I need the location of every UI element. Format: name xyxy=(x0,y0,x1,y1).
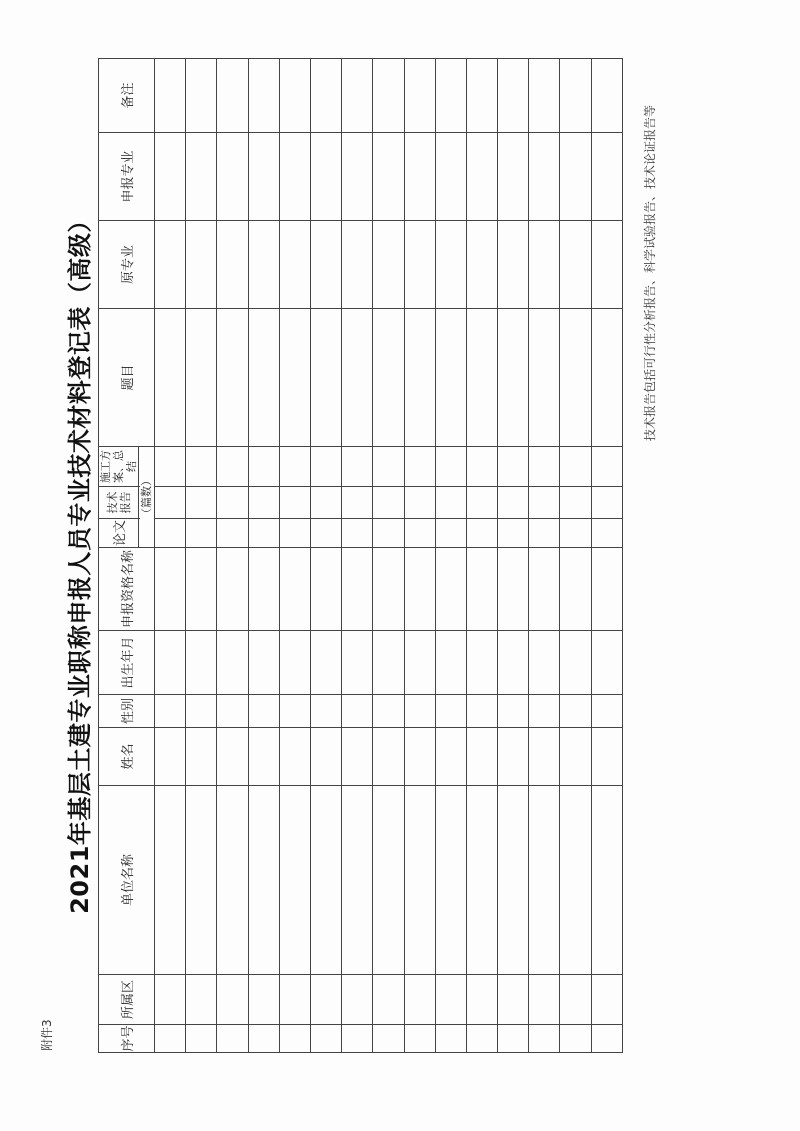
header-tech-report: 技术报告 xyxy=(99,487,139,519)
table-cell[interactable] xyxy=(560,975,591,1025)
table-cell[interactable] xyxy=(342,519,373,548)
table-row xyxy=(591,59,622,1053)
table-cell[interactable] xyxy=(155,1025,186,1053)
table-cell[interactable] xyxy=(435,695,466,728)
table-cell[interactable] xyxy=(466,548,497,631)
table-cell[interactable] xyxy=(435,728,466,786)
table-cell[interactable] xyxy=(498,728,529,786)
table-cell[interactable] xyxy=(248,221,279,309)
table-cell[interactable] xyxy=(591,1025,622,1053)
table-cell[interactable] xyxy=(155,133,186,221)
header-birth: 出生年月 xyxy=(99,631,155,695)
table-cell[interactable] xyxy=(466,133,497,221)
table-cell[interactable] xyxy=(435,975,466,1025)
table-cell[interactable] xyxy=(560,519,591,548)
table-cell[interactable] xyxy=(373,221,404,309)
table-cell[interactable] xyxy=(435,59,466,133)
table-cell[interactable] xyxy=(217,728,248,786)
table-cell[interactable] xyxy=(279,548,310,631)
table-cell[interactable] xyxy=(404,695,435,728)
table-row xyxy=(310,59,341,1053)
table-cell[interactable] xyxy=(217,631,248,695)
table-cell[interactable] xyxy=(373,728,404,786)
table-cell[interactable] xyxy=(310,975,341,1025)
table-cell[interactable] xyxy=(498,221,529,309)
table-cell[interactable] xyxy=(248,447,279,487)
table-cell[interactable] xyxy=(404,519,435,548)
table-cell[interactable] xyxy=(248,786,279,975)
table-cell[interactable] xyxy=(404,631,435,695)
page-title: 2021年基层土建专业职称申报人员专业技术材料登记表（高级） xyxy=(66,208,94,914)
table-cell[interactable] xyxy=(186,786,217,975)
header-topic: 题目 xyxy=(99,309,155,447)
table-cell[interactable] xyxy=(435,487,466,519)
table-cell[interactable] xyxy=(498,133,529,221)
table-cell[interactable] xyxy=(373,487,404,519)
table-cell[interactable] xyxy=(404,59,435,133)
table-cell[interactable] xyxy=(404,447,435,487)
table-cell[interactable] xyxy=(186,1025,217,1053)
table-cell[interactable] xyxy=(373,309,404,447)
table-cell[interactable] xyxy=(248,133,279,221)
table-cell[interactable] xyxy=(529,1025,560,1053)
table-cell[interactable] xyxy=(529,975,560,1025)
header-original-major: 原专业 xyxy=(99,221,155,309)
table-cell[interactable] xyxy=(373,133,404,221)
table-cell[interactable] xyxy=(498,631,529,695)
table-cell[interactable] xyxy=(466,309,497,447)
table-cell[interactable] xyxy=(155,695,186,728)
table-cell[interactable] xyxy=(498,309,529,447)
table-cell[interactable] xyxy=(435,447,466,487)
table-cell[interactable] xyxy=(560,487,591,519)
table-cell[interactable] xyxy=(404,548,435,631)
table-cell[interactable] xyxy=(155,59,186,133)
table-cell[interactable] xyxy=(591,519,622,548)
table-cell[interactable] xyxy=(404,786,435,975)
table-cell[interactable] xyxy=(217,487,248,519)
table-cell[interactable] xyxy=(591,309,622,447)
table-cell[interactable] xyxy=(310,447,341,487)
table-cell[interactable] xyxy=(529,728,560,786)
table-cell[interactable] xyxy=(279,1025,310,1053)
header-remarks: 备注 xyxy=(99,59,155,133)
table-cell[interactable] xyxy=(310,59,341,133)
table-cell[interactable] xyxy=(591,695,622,728)
table-cell[interactable] xyxy=(466,519,497,548)
table-cell[interactable] xyxy=(591,548,622,631)
table-cell[interactable] xyxy=(279,59,310,133)
table-cell[interactable] xyxy=(310,631,341,695)
table-cell[interactable] xyxy=(342,309,373,447)
table-cell[interactable] xyxy=(529,548,560,631)
table-cell[interactable] xyxy=(466,447,497,487)
table-cell[interactable] xyxy=(310,786,341,975)
table-cell[interactable] xyxy=(529,309,560,447)
table-cell[interactable] xyxy=(529,133,560,221)
table-cell[interactable] xyxy=(435,631,466,695)
table-cell[interactable] xyxy=(591,631,622,695)
table-cell[interactable] xyxy=(186,447,217,487)
table-row xyxy=(217,59,248,1053)
table-cell[interactable] xyxy=(373,548,404,631)
table-cell[interactable] xyxy=(498,786,529,975)
table-cell[interactable] xyxy=(560,447,591,487)
table-cell[interactable] xyxy=(248,1025,279,1053)
table-cell[interactable] xyxy=(498,695,529,728)
table-cell[interactable] xyxy=(248,728,279,786)
table-cell[interactable] xyxy=(155,786,186,975)
table-row xyxy=(404,59,435,1053)
header-seq: 序号 xyxy=(99,1025,155,1053)
table-cell[interactable] xyxy=(279,786,310,975)
table-cell[interactable] xyxy=(279,309,310,447)
table-cell[interactable] xyxy=(529,695,560,728)
table-cell[interactable] xyxy=(155,221,186,309)
table-cell[interactable] xyxy=(591,133,622,221)
table-cell[interactable] xyxy=(155,309,186,447)
table-cell[interactable] xyxy=(498,548,529,631)
table-row xyxy=(435,59,466,1053)
header-paper: 论文 xyxy=(99,519,139,548)
table-cell[interactable] xyxy=(155,975,186,1025)
table-cell[interactable] xyxy=(373,695,404,728)
table-cell[interactable] xyxy=(560,133,591,221)
table-cell[interactable] xyxy=(591,447,622,487)
table-row xyxy=(466,59,497,1053)
table-cell[interactable] xyxy=(529,487,560,519)
table-cell[interactable] xyxy=(342,221,373,309)
table-cell[interactable] xyxy=(342,1025,373,1053)
table-cell[interactable] xyxy=(310,1025,341,1053)
table-cell[interactable] xyxy=(217,548,248,631)
table-cell[interactable] xyxy=(342,695,373,728)
table-cell[interactable] xyxy=(186,133,217,221)
table-cell[interactable] xyxy=(591,59,622,133)
table-row xyxy=(498,59,529,1053)
table-cell[interactable] xyxy=(498,59,529,133)
table-cell[interactable] xyxy=(560,548,591,631)
table-cell[interactable] xyxy=(155,519,186,548)
table-cell[interactable] xyxy=(279,487,310,519)
table-cell[interactable] xyxy=(529,519,560,548)
table-row xyxy=(155,59,186,1053)
table-cell[interactable] xyxy=(248,975,279,1025)
table-cell[interactable] xyxy=(560,221,591,309)
table-cell[interactable] xyxy=(435,548,466,631)
table-cell[interactable] xyxy=(435,133,466,221)
table-cell[interactable] xyxy=(310,548,341,631)
table-cell[interactable] xyxy=(248,548,279,631)
table-cell[interactable] xyxy=(217,447,248,487)
table-cell[interactable] xyxy=(373,631,404,695)
table-cell[interactable] xyxy=(560,728,591,786)
table-cell[interactable] xyxy=(310,695,341,728)
table-cell[interactable] xyxy=(373,1025,404,1053)
header-qualification: 申报资格名称 xyxy=(99,548,155,631)
table-cell[interactable] xyxy=(310,728,341,786)
table-cell[interactable] xyxy=(155,728,186,786)
table-cell[interactable] xyxy=(529,786,560,975)
table-cell[interactable] xyxy=(217,221,248,309)
table-cell[interactable] xyxy=(217,519,248,548)
table-body xyxy=(155,59,623,1053)
table-row xyxy=(279,59,310,1053)
table-cell[interactable] xyxy=(186,519,217,548)
table-cell[interactable] xyxy=(186,631,217,695)
table-cell[interactable] xyxy=(217,975,248,1025)
table-cell[interactable] xyxy=(591,728,622,786)
table-cell[interactable] xyxy=(560,695,591,728)
table-cell[interactable] xyxy=(217,133,248,221)
header-construction-plan: 施工方案、总结 xyxy=(99,447,139,487)
table-cell[interactable] xyxy=(342,487,373,519)
table-cell[interactable] xyxy=(279,447,310,487)
table-cell[interactable] xyxy=(466,786,497,975)
table-cell[interactable] xyxy=(217,786,248,975)
table-cell[interactable] xyxy=(466,1025,497,1053)
table-cell[interactable] xyxy=(248,519,279,548)
table-cell[interactable] xyxy=(186,221,217,309)
table-cell[interactable] xyxy=(529,447,560,487)
table-cell[interactable] xyxy=(560,786,591,975)
attachment-label: 附件3 xyxy=(40,1019,54,1051)
table-cell[interactable] xyxy=(404,133,435,221)
table-cell[interactable] xyxy=(217,1025,248,1053)
header-count-label: （篇数） xyxy=(139,447,155,548)
table-cell[interactable] xyxy=(404,1025,435,1053)
table-cell[interactable] xyxy=(342,548,373,631)
table-cell[interactable] xyxy=(279,631,310,695)
table-cell[interactable] xyxy=(373,59,404,133)
table-cell[interactable] xyxy=(498,1025,529,1053)
table-cell[interactable] xyxy=(591,975,622,1025)
table-cell[interactable] xyxy=(591,221,622,309)
table-cell[interactable] xyxy=(466,487,497,519)
table-cell[interactable] xyxy=(248,309,279,447)
table-cell[interactable] xyxy=(498,487,529,519)
table-cell[interactable] xyxy=(466,695,497,728)
table-cell[interactable] xyxy=(498,975,529,1025)
header-district: 所属区 xyxy=(99,975,155,1025)
table-cell[interactable] xyxy=(217,695,248,728)
table-cell[interactable] xyxy=(560,631,591,695)
table-row xyxy=(373,59,404,1053)
header-applied-major: 申报专业 xyxy=(99,133,155,221)
table-cell[interactable] xyxy=(186,309,217,447)
table-cell[interactable] xyxy=(186,695,217,728)
table-cell[interactable] xyxy=(342,59,373,133)
table-cell[interactable] xyxy=(529,59,560,133)
table-cell[interactable] xyxy=(279,519,310,548)
table-cell[interactable] xyxy=(217,309,248,447)
table-cell[interactable] xyxy=(155,487,186,519)
registration-table xyxy=(98,58,623,1053)
table-cell[interactable] xyxy=(186,728,217,786)
header-name: 姓名 xyxy=(99,728,155,786)
table-cell[interactable] xyxy=(529,221,560,309)
table-row xyxy=(342,59,373,1053)
table-cell[interactable] xyxy=(342,728,373,786)
table-cell[interactable] xyxy=(560,1025,591,1053)
table-cell[interactable] xyxy=(155,447,186,487)
table-cell[interactable] xyxy=(404,309,435,447)
table-cell[interactable] xyxy=(591,487,622,519)
table-cell[interactable] xyxy=(404,487,435,519)
table-cell[interactable] xyxy=(279,728,310,786)
table-cell[interactable] xyxy=(279,221,310,309)
table-cell[interactable] xyxy=(310,133,341,221)
table-cell[interactable] xyxy=(342,786,373,975)
table-cell[interactable] xyxy=(498,447,529,487)
table-cell[interactable] xyxy=(248,487,279,519)
table-cell[interactable] xyxy=(310,519,341,548)
table-cell[interactable] xyxy=(466,631,497,695)
table-row xyxy=(186,59,217,1053)
table-cell[interactable] xyxy=(248,59,279,133)
table-row xyxy=(248,59,279,1053)
header-gender: 性别 xyxy=(99,695,155,728)
table-cell[interactable] xyxy=(155,631,186,695)
table-cell[interactable] xyxy=(342,631,373,695)
table-cell[interactable] xyxy=(466,221,497,309)
table-cell[interactable] xyxy=(435,786,466,975)
table-cell[interactable] xyxy=(310,487,341,519)
table-cell[interactable] xyxy=(560,309,591,447)
table-cell[interactable] xyxy=(310,221,341,309)
table-cell[interactable] xyxy=(466,975,497,1025)
table-cell[interactable] xyxy=(404,975,435,1025)
table-cell[interactable] xyxy=(342,447,373,487)
table-cell[interactable] xyxy=(373,975,404,1025)
table-cell[interactable] xyxy=(373,519,404,548)
table-row xyxy=(560,59,591,1053)
table-cell[interactable] xyxy=(342,133,373,221)
table-cell[interactable] xyxy=(248,631,279,695)
table-cell[interactable] xyxy=(498,519,529,548)
table-cell[interactable] xyxy=(435,519,466,548)
table-cell[interactable] xyxy=(591,786,622,975)
table-cell[interactable] xyxy=(466,728,497,786)
table-cell[interactable] xyxy=(186,548,217,631)
table-cell[interactable] xyxy=(279,133,310,221)
footnote: 技术报告包括可行性分析报告、科学试验报告、技术论证报告等 xyxy=(643,104,657,441)
table-cell[interactable] xyxy=(279,975,310,1025)
table-cell[interactable] xyxy=(373,786,404,975)
table-cell[interactable] xyxy=(342,975,373,1025)
table-cell[interactable] xyxy=(248,695,279,728)
table-cell[interactable] xyxy=(404,728,435,786)
table-cell[interactable] xyxy=(560,59,591,133)
table-cell[interactable] xyxy=(435,221,466,309)
table-cell[interactable] xyxy=(217,59,248,133)
table-cell[interactable] xyxy=(155,548,186,631)
table-cell[interactable] xyxy=(404,221,435,309)
table-cell[interactable] xyxy=(529,631,560,695)
table-cell[interactable] xyxy=(186,59,217,133)
header-unit-name: 单位名称 xyxy=(99,786,155,975)
table-cell[interactable] xyxy=(186,487,217,519)
table-cell[interactable] xyxy=(373,447,404,487)
table-cell[interactable] xyxy=(466,59,497,133)
table-cell[interactable] xyxy=(279,695,310,728)
table-cell[interactable] xyxy=(186,975,217,1025)
table-cell[interactable] xyxy=(310,309,341,447)
table-cell[interactable] xyxy=(435,1025,466,1053)
table-row xyxy=(529,59,560,1053)
table-cell[interactable] xyxy=(435,309,466,447)
